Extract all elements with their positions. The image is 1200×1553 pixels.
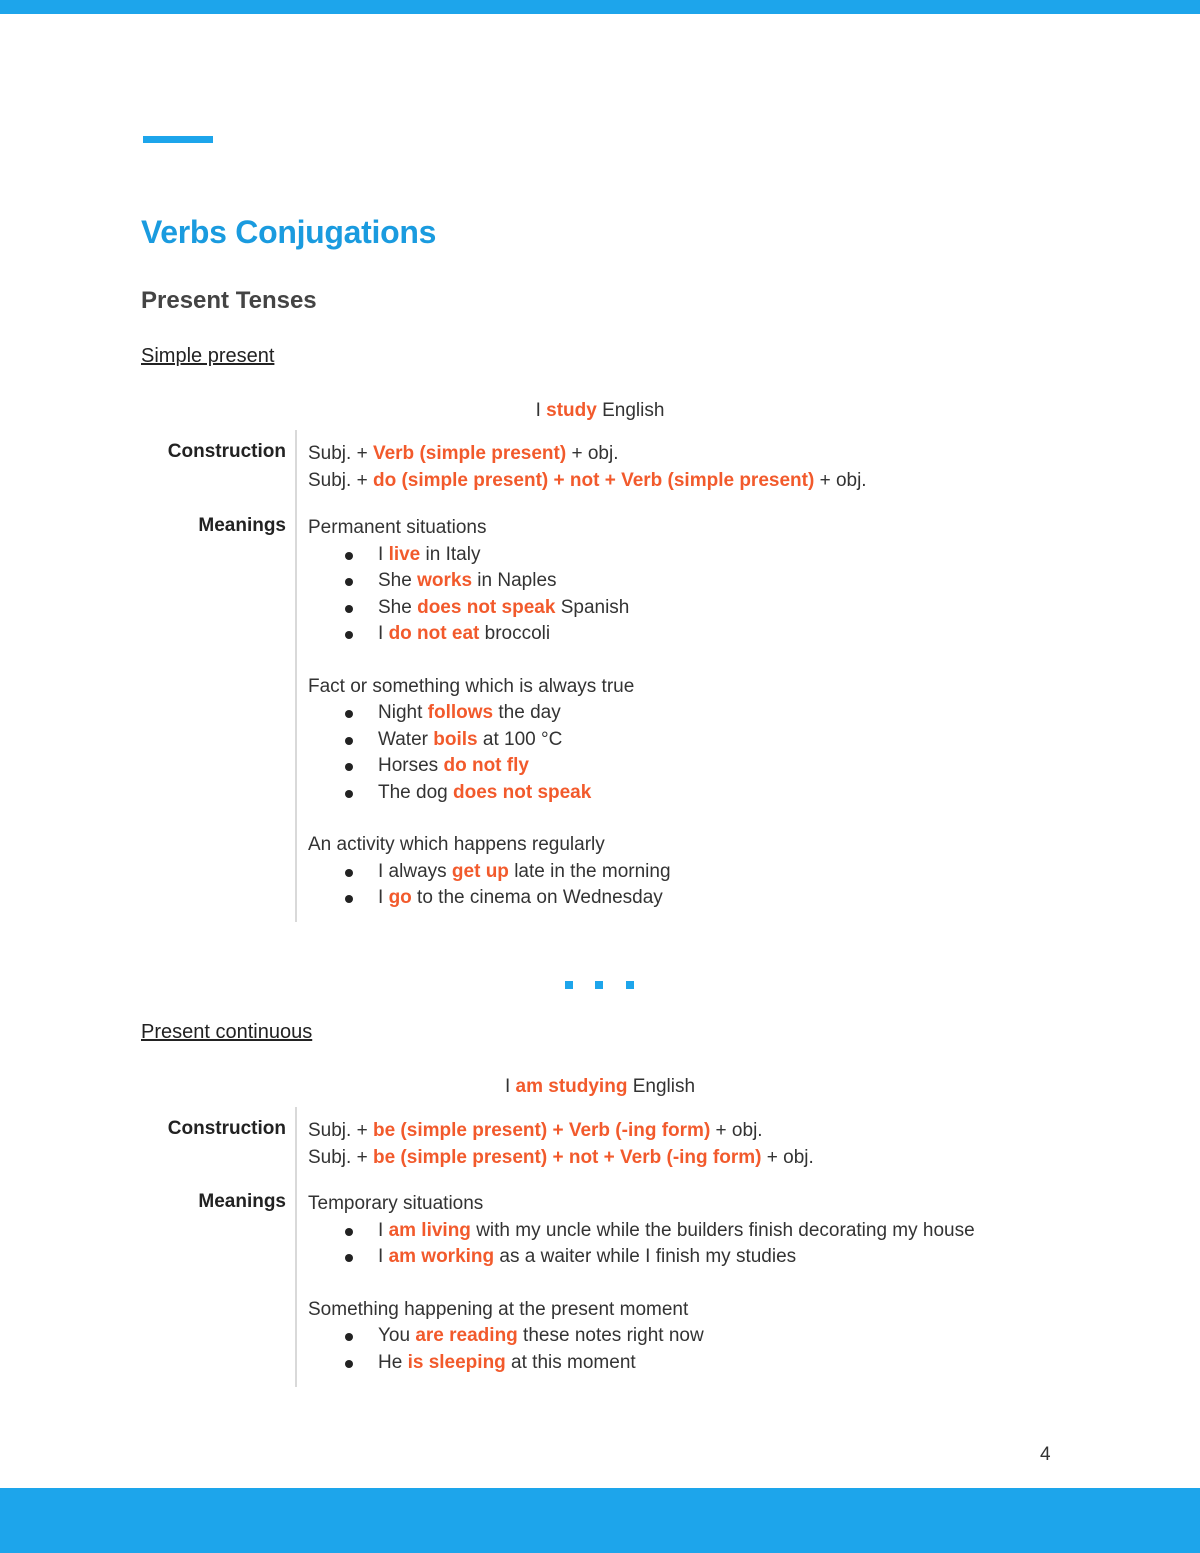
list-item [308,1244,975,1271]
list-item [308,780,671,807]
top-accent-bar [0,0,1200,14]
item-verb: do not fly [443,755,529,776]
bottom-accent-bar [0,1488,1200,1553]
item-verb: do not eat [388,623,480,644]
construction-text: + obj. [814,469,867,491]
item-verb: go [388,887,412,908]
item-text: in Naples [472,570,557,591]
bullet-icon [345,1333,353,1341]
present-continuous-heading: Present continuous [141,1021,313,1043]
construction-text: + obj. [710,1120,763,1141]
example-list [308,859,671,912]
section-divider [565,981,635,991]
bullet-icon [345,1228,353,1236]
item-verb: follows [427,702,494,723]
construction-text: Subj. + [308,443,373,464]
list-item [308,885,671,912]
example-pre: I [535,400,547,421]
simple-present-meanings [308,515,671,912]
example-list [308,1218,975,1271]
example-verb: study [546,400,597,421]
meaning-heading: Permanent situations [308,517,487,538]
item-text: She [378,596,418,618]
meanings-label: Meanings [198,515,286,536]
bullet-icon [345,895,353,903]
list-item [308,859,671,886]
construction-line [308,441,867,468]
item-verb: is sleeping [407,1351,506,1373]
meaning-heading: Fact or something which is always true [308,675,635,697]
example-list [308,542,671,648]
item-verb: does not speak [453,781,592,803]
example-verb: am studying [515,1076,628,1097]
item-text: You [378,1325,416,1346]
page-title: Verbs Conjugations [141,214,437,250]
divider-dot [626,981,634,989]
list-item [308,1218,975,1245]
section-title: Present Tenses [141,287,317,314]
example-list [308,700,671,806]
construction-formula: be (simple present) + Verb (-ing form) [372,1120,711,1141]
construction-formula: be (simple present) + not + Verb (-ing form) [372,1146,762,1168]
bullet-icon [345,737,353,745]
item-text: the day [493,702,561,723]
present-continuous-meanings [308,1191,975,1376]
construction-text: + obj. [566,443,619,464]
item-text: late in the morning [508,860,671,882]
item-text: at 100 °C [477,728,563,750]
example-list [308,1323,975,1376]
construction-text: Subj. + [308,469,373,491]
list-item [308,595,671,622]
item-text: Water [378,728,434,750]
bullet-icon [345,1254,353,1262]
list-item [308,568,671,595]
spacer [308,648,671,674]
simple-present-construction [308,441,867,494]
item-text: The dog [378,781,453,803]
construction-line [308,1145,814,1172]
list-item [308,621,671,648]
present-continuous-construction [308,1118,814,1171]
meanings-label: Meanings [198,1191,286,1212]
spacer [308,1271,975,1297]
item-verb: am working [388,1246,495,1267]
spacer [308,806,671,832]
item-text: in Italy [420,543,481,565]
item-text: She [378,570,418,591]
list-item [308,727,671,754]
item-text: I [378,623,389,644]
bullet-icon [345,578,353,586]
example-pre: I [504,1076,516,1097]
table-divider [295,430,297,922]
item-text: I [378,543,389,565]
item-verb: get up [451,860,509,882]
bullet-icon [345,790,353,798]
item-text: I [378,887,389,908]
construction-line [308,1118,814,1145]
simple-present-example [0,400,1200,422]
item-text: as a waiter while I finish my studies [494,1246,797,1267]
item-text: I [378,1246,389,1267]
page-number: 4 [1040,1444,1051,1465]
bullet-icon [345,763,353,771]
list-item [308,700,671,727]
construction-formula: do (simple present) + not + Verb (simple present) [372,469,815,491]
construction-label: Construction [167,1118,286,1139]
item-verb: am living [388,1219,471,1241]
item-text: at this moment [505,1351,636,1373]
meaning-heading: Temporary situations [308,1193,484,1214]
item-text: Horses [378,755,444,776]
list-item [308,542,671,569]
item-verb: does not speak [417,596,556,618]
bullet-icon [345,869,353,877]
bullet-icon [345,605,353,613]
item-text: He [378,1351,408,1373]
simple-present-heading: Simple present [141,345,275,367]
title-accent-line [143,136,213,143]
list-item [308,753,671,780]
table-divider [295,1107,297,1387]
item-text: to the cinema on Wednesday [411,887,663,908]
construction-text: Subj. + [308,1146,373,1168]
list-item [308,1350,975,1377]
meaning-heading: An activity which happens regularly [308,834,605,855]
item-text: I [378,1219,389,1241]
item-text: Night [378,702,428,723]
item-text: with my uncle while the builders finish decorating my house [470,1219,975,1241]
construction-label: Construction [167,441,286,462]
bullet-icon [345,631,353,639]
present-continuous-example [0,1076,1200,1098]
bullet-icon [345,710,353,718]
item-text: these notes right now [517,1325,704,1346]
example-post: English [627,1076,696,1097]
list-item [308,1323,975,1350]
bullet-icon [345,1360,353,1368]
item-verb: are reading [415,1325,518,1346]
item-verb: live [388,543,421,565]
item-text: broccoli [479,623,551,644]
meaning-heading: Something happening at the present moment [308,1298,689,1320]
item-verb: boils [433,728,478,750]
construction-text: + obj. [761,1146,814,1168]
divider-dot [565,981,573,989]
example-post: English [596,400,665,421]
item-text: Spanish [555,596,630,618]
bullet-icon [345,552,353,560]
construction-formula: Verb (simple present) [372,443,567,464]
divider-dot [595,981,603,989]
construction-line [308,468,867,495]
item-verb: works [417,570,473,591]
item-text: I always [378,860,452,882]
construction-text: Subj. + [308,1120,373,1141]
